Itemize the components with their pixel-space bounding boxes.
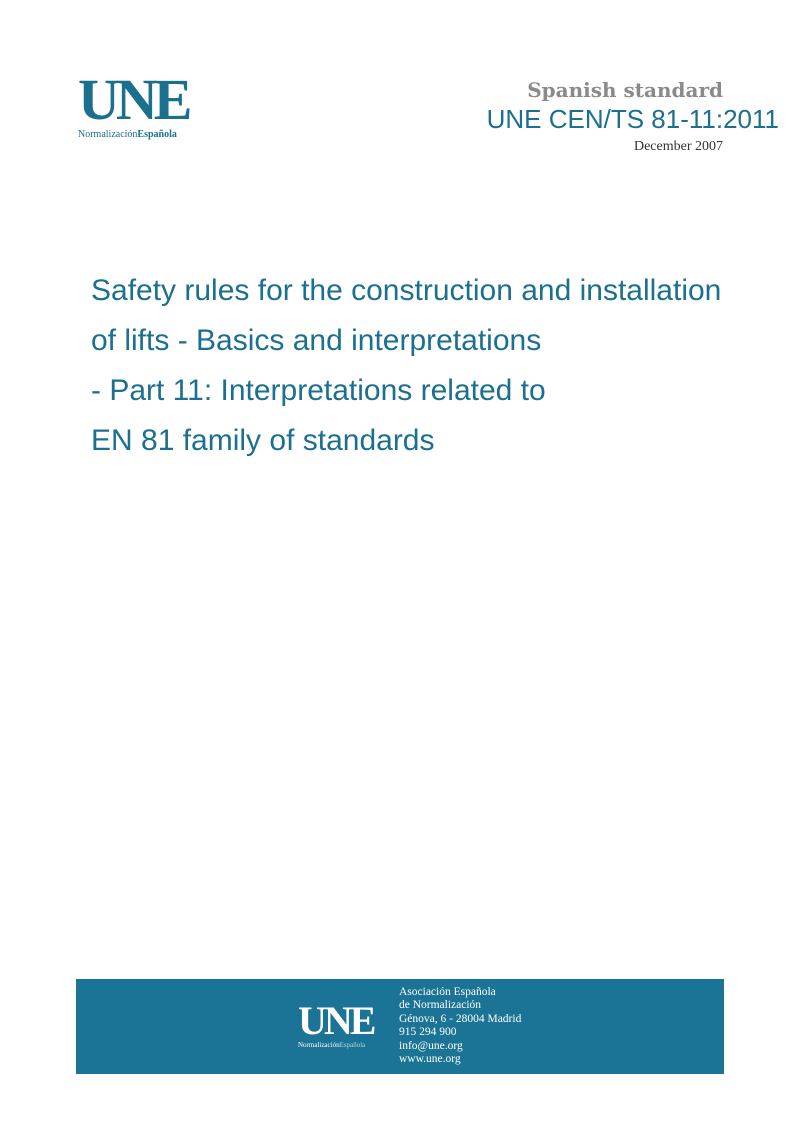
footer-logo-wordmark: UNE <box>298 998 374 1043</box>
une-logo <box>78 67 198 140</box>
standard-date: December 2007 <box>633 139 723 154</box>
footer-logo-sub-normalizacion: Normalización <box>298 1041 340 1049</box>
document-title <box>91 266 791 466</box>
title-line: - Part 11: Interpretations related to <box>91 374 546 407</box>
title-line: Safety rules for the construction and installation <box>91 274 722 307</box>
footer-banner <box>76 979 724 1074</box>
footer-address: Génova, 6 - 28004 Madrid <box>399 1012 522 1025</box>
logo-wordmark: UNE <box>78 67 189 132</box>
footer-email: info@une.org <box>399 1039 463 1052</box>
title-line: of lifts - Basics and interpretations <box>91 324 542 357</box>
footer-phone: 915 294 900 <box>399 1026 457 1039</box>
footer-org-name-1: Asociación Española <box>399 986 496 998</box>
footer-website: www.une.org <box>399 1053 461 1066</box>
logo-sub-normalizacion: Normalización <box>78 129 138 140</box>
standard-code: UNE CEN/TS 81-11:2011 <box>486 104 779 134</box>
footer-logo-subtitle <box>298 1041 373 1049</box>
footer-org-name-2: de Normalización <box>399 999 482 1012</box>
footer-logo-sub-espanola: Española <box>339 1041 366 1049</box>
standard-kind: Spanish standard <box>527 78 723 102</box>
logo-sub-espanola: Española <box>137 129 177 140</box>
footer-contact-info <box>399 986 521 1066</box>
standard-header <box>486 78 779 155</box>
footer-logo <box>298 998 374 1049</box>
title-line: EN 81 family of standards <box>91 424 435 457</box>
